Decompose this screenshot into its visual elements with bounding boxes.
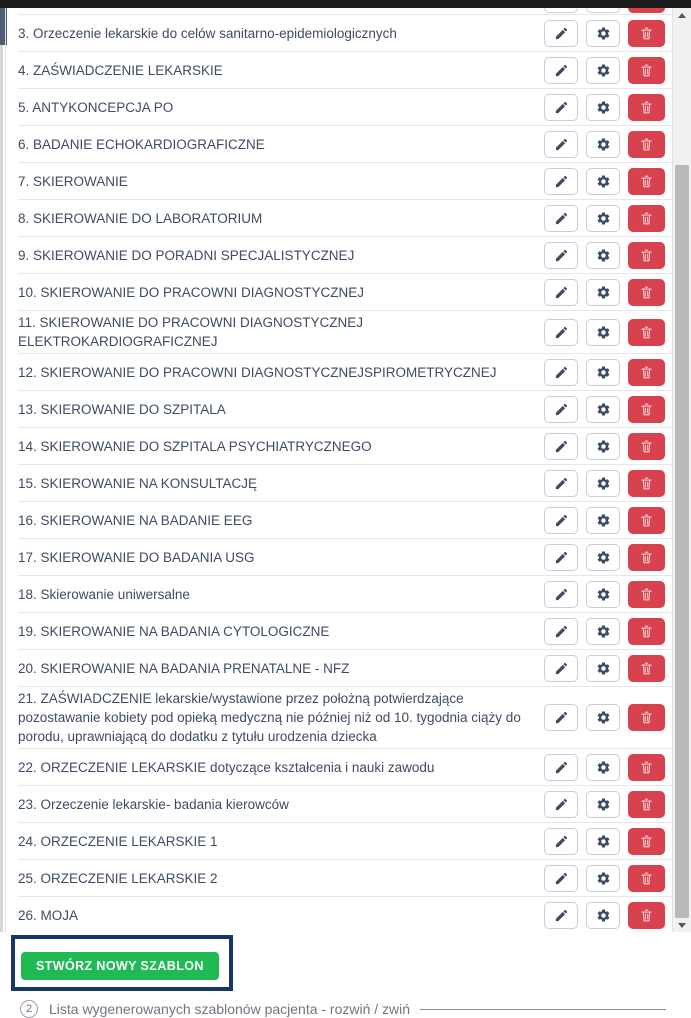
- row-actions: [544, 242, 665, 269]
- row-actions: [544, 754, 665, 781]
- settings-button[interactable]: [586, 754, 620, 781]
- gear-icon: [596, 871, 611, 886]
- gear-icon: [596, 834, 611, 849]
- delete-button[interactable]: [628, 581, 665, 608]
- row-label: 26. MOJA: [18, 907, 79, 923]
- trash-icon: [639, 325, 654, 340]
- settings-button[interactable]: [586, 319, 620, 346]
- row-label: 5. ANTYKONCEPCJA PO: [18, 99, 174, 115]
- row-label: 12. SKIEROWANIE DO PRACOWNI DIAGNOSTYCZNEJSPIROMETRYCZNEJ: [18, 364, 497, 380]
- row-label: 23. Orzeczenie lekarskie- badania kierowców: [18, 796, 289, 812]
- row-actions: [544, 618, 665, 645]
- gear-icon: [596, 137, 611, 152]
- delete-button[interactable]: [628, 544, 665, 571]
- row-actions: [544, 319, 665, 346]
- settings-button[interactable]: [586, 544, 620, 571]
- trash-icon: [639, 908, 654, 923]
- template-panel: [6, 8, 672, 1018]
- pencil-icon: [554, 248, 569, 263]
- row-actions: [544, 359, 665, 386]
- trash-icon: [639, 476, 654, 491]
- gear-icon: [596, 624, 611, 639]
- row-label: 10. SKIEROWANIE DO PRACOWNI DIAGNOSTYCZNEJ: [18, 284, 365, 300]
- delete-button[interactable]: [628, 865, 665, 892]
- gear-icon: [596, 365, 611, 380]
- edit-button[interactable]: [544, 754, 578, 781]
- trash-icon: [639, 760, 654, 775]
- row-actions: [544, 507, 665, 534]
- pencil-icon: [554, 402, 569, 417]
- gear-icon: [596, 439, 611, 454]
- pencil-icon: [554, 661, 569, 676]
- gear-icon: [596, 325, 611, 340]
- edit-button[interactable]: [544, 168, 578, 195]
- scrollbar-up-icon[interactable]: [678, 13, 686, 18]
- trash-icon: [639, 439, 654, 454]
- delete-button[interactable]: [628, 319, 665, 346]
- delete-button[interactable]: [628, 396, 665, 423]
- template-row: [18, 163, 672, 200]
- pencil-icon: [554, 325, 569, 340]
- row-label: 8. SKIEROWANIE DO LABORATORIUM: [18, 210, 263, 226]
- row-actions: [544, 279, 665, 306]
- delete-button[interactable]: [628, 902, 665, 929]
- top-dark-bar: [0, 0, 691, 8]
- row-label: 3. Orzeczenie lekarskie do celów sanitarno-epidemiologicznych: [18, 25, 397, 41]
- create-template-button[interactable]: STWÓRZ NOWY SZABLON: [21, 952, 219, 980]
- gear-icon: [596, 174, 611, 189]
- row-label: 6. BADANIE ECHOKARDIOGRAFICZNE: [18, 136, 265, 152]
- row-actions: [544, 94, 665, 121]
- settings-button[interactable]: [586, 205, 620, 232]
- settings-button[interactable]: [586, 8, 620, 13]
- edit-button[interactable]: [544, 57, 578, 84]
- row-label: 17. SKIEROWANIE DO BADANIA USG: [18, 549, 255, 565]
- edit-button[interactable]: [544, 828, 578, 855]
- gear-icon: [596, 63, 611, 78]
- gear-icon: [596, 248, 611, 263]
- template-row: [18, 391, 672, 428]
- gear-icon: [596, 587, 611, 602]
- row-label: 25. ORZECZENIE LEKARSKIE 2: [18, 870, 218, 886]
- settings-button[interactable]: [586, 359, 620, 386]
- trash-icon: [639, 624, 654, 639]
- row-label: 24. ORZECZENIE LEKARSKIE 1: [18, 833, 218, 849]
- trash-icon: [639, 211, 654, 226]
- template-row: [18, 311, 672, 354]
- template-row: [18, 428, 672, 465]
- edit-button[interactable]: [544, 433, 578, 460]
- settings-button[interactable]: [586, 396, 620, 423]
- template-row: [18, 860, 672, 897]
- edit-button[interactable]: [544, 470, 578, 497]
- template-row: [18, 539, 672, 576]
- template-list: [6, 15, 672, 933]
- row-actions: [544, 57, 665, 84]
- pencil-icon: [554, 26, 569, 41]
- template-row: [18, 576, 672, 613]
- pencil-icon: [554, 285, 569, 300]
- edit-button[interactable]: [544, 507, 578, 534]
- edit-button[interactable]: [544, 319, 578, 346]
- left-edge-divider: [5, 8, 6, 932]
- row-actions: [544, 544, 665, 571]
- trash-icon: [639, 26, 654, 41]
- edit-button[interactable]: [544, 8, 578, 13]
- scrollbar-down-icon[interactable]: [678, 923, 686, 928]
- template-row: [18, 823, 672, 860]
- left-edge-strip: [0, 45, 3, 932]
- settings-button[interactable]: [586, 618, 620, 645]
- gear-icon: [596, 476, 611, 491]
- row-label: 14. SKIEROWANIE DO SZPITALA PSYCHIATRYCZNEGO: [18, 438, 372, 454]
- template-row: [18, 354, 672, 391]
- pencil-icon: [554, 710, 569, 725]
- template-row: [18, 126, 672, 163]
- trash-icon: [639, 174, 654, 189]
- pencil-icon: [554, 100, 569, 115]
- row-label: 20. SKIEROWANIE NA BADANIA PRENATALNE - NFZ: [18, 660, 350, 676]
- gear-icon: [596, 908, 611, 923]
- delete-button[interactable]: [628, 131, 665, 158]
- row-actions: [544, 865, 665, 892]
- template-row: [18, 274, 672, 311]
- settings-button[interactable]: [586, 704, 620, 731]
- trash-icon: [639, 587, 654, 602]
- pencil-icon: [554, 587, 569, 602]
- trash-icon: [639, 137, 654, 152]
- row-actions: [544, 168, 665, 195]
- trash-icon: [639, 871, 654, 886]
- edit-button[interactable]: [544, 20, 578, 47]
- settings-button[interactable]: [586, 507, 620, 534]
- row-actions: [544, 655, 665, 682]
- template-row: [18, 237, 672, 274]
- settings-button[interactable]: [586, 470, 620, 497]
- row-label: 15. SKIEROWANIE NA KONSULTACJĘ: [18, 475, 258, 491]
- row-label: 22. ORZECZENIE LEKARSKIE dotyczące kształcenia i nauki zawodu: [18, 759, 435, 775]
- annotation-highlight-box: [11, 935, 233, 991]
- pencil-icon: [554, 137, 569, 152]
- vertical-scrollbar[interactable]: [672, 8, 691, 932]
- row-actions: [544, 205, 665, 232]
- row-label: 13. SKIEROWANIE DO SZPITALA: [18, 401, 226, 417]
- row-label: 16. SKIEROWANIE NA BADANIE EEG: [18, 512, 253, 528]
- delete-button[interactable]: [628, 279, 665, 306]
- row-label: 7. SKIEROWANIE: [18, 173, 128, 189]
- template-row: [18, 613, 672, 650]
- section-toggle-label: Lista wygenerowanych szablonów pacjenta - rozwiń / zwiń: [49, 1001, 411, 1017]
- gear-icon: [596, 402, 611, 417]
- settings-button[interactable]: [586, 655, 620, 682]
- gear-icon: [596, 550, 611, 565]
- template-row: [18, 650, 672, 687]
- edit-button[interactable]: [544, 791, 578, 818]
- section-toggle-generated-templates[interactable]: [20, 1000, 672, 1018]
- section-number-badge: 2: [20, 1000, 38, 1018]
- edit-button[interactable]: [544, 902, 578, 929]
- settings-button[interactable]: [586, 902, 620, 929]
- settings-button[interactable]: [586, 242, 620, 269]
- trash-icon: [639, 100, 654, 115]
- pencil-icon: [554, 624, 569, 639]
- edit-button[interactable]: [544, 359, 578, 386]
- template-row: [18, 200, 672, 237]
- scrollbar-thumb[interactable]: [675, 165, 689, 918]
- template-row: [18, 786, 672, 823]
- trash-icon: [639, 365, 654, 380]
- delete-button[interactable]: [628, 754, 665, 781]
- edit-button[interactable]: [544, 865, 578, 892]
- edit-button[interactable]: [544, 655, 578, 682]
- trash-icon: [639, 797, 654, 812]
- edit-button[interactable]: [544, 242, 578, 269]
- row-actions: [544, 8, 665, 13]
- edit-button[interactable]: [544, 396, 578, 423]
- settings-button[interactable]: [586, 57, 620, 84]
- section-divider-line: [420, 1009, 666, 1010]
- gear-icon: [596, 661, 611, 676]
- edit-button[interactable]: [544, 544, 578, 571]
- template-row: [18, 89, 672, 126]
- row-label: 11. SKIEROWANIE DO PRACOWNI DIAGNOSTYCZNEJ ELEKTROKARDIOGRAFICZNEJ: [18, 315, 364, 349]
- row-label: 21. ZAŚWIADCZENIE lekarskie/wystawione przez położną potwierdzające pozostawanie kobiety pod opieką medyczną nie później niż od 10. tygodnia ciąży do porodu, uprawniającą do dodatku z tytułu urodzenia dziecka: [18, 691, 521, 744]
- edit-button[interactable]: [544, 279, 578, 306]
- row-label: 9. SKIEROWANIE DO PORADNI SPECJALISTYCZNEJ: [18, 247, 355, 263]
- delete-button[interactable]: [628, 20, 665, 47]
- template-row: [18, 52, 672, 89]
- gear-icon: [596, 211, 611, 226]
- delete-button[interactable]: [628, 205, 665, 232]
- delete-button[interactable]: [628, 618, 665, 645]
- pencil-icon: [554, 834, 569, 849]
- pencil-icon: [554, 908, 569, 923]
- template-row: [18, 502, 672, 539]
- pencil-icon: [554, 760, 569, 775]
- settings-button[interactable]: [586, 581, 620, 608]
- delete-button[interactable]: [628, 94, 665, 121]
- settings-button[interactable]: [586, 131, 620, 158]
- row-label: 19. SKIEROWANIE NA BADANIA CYTOLOGICZNE: [18, 623, 330, 639]
- gear-icon: [596, 760, 611, 775]
- template-row-partial: [18, 8, 672, 15]
- delete-button[interactable]: [628, 168, 665, 195]
- pencil-icon: [554, 550, 569, 565]
- trash-icon: [639, 402, 654, 417]
- gear-icon: [596, 710, 611, 725]
- delete-button[interactable]: [628, 791, 665, 818]
- pencil-icon: [554, 63, 569, 78]
- template-row: [18, 749, 672, 786]
- row-label: 18. Skierowanie uniwersalne: [18, 586, 190, 602]
- pencil-icon: [554, 439, 569, 454]
- delete-button[interactable]: [628, 433, 665, 460]
- pencil-icon: [554, 513, 569, 528]
- edit-button[interactable]: [544, 618, 578, 645]
- pencil-icon: [554, 174, 569, 189]
- gear-icon: [596, 285, 611, 300]
- settings-button[interactable]: [586, 433, 620, 460]
- row-actions: [544, 828, 665, 855]
- delete-button[interactable]: [628, 8, 665, 13]
- edit-button[interactable]: [544, 704, 578, 731]
- gear-icon: [596, 513, 611, 528]
- trash-icon: [639, 285, 654, 300]
- delete-button[interactable]: [628, 242, 665, 269]
- row-actions: [544, 581, 665, 608]
- trash-icon: [639, 550, 654, 565]
- row-label: 4. ZAŚWIADCZENIE LEKARSKIE: [18, 62, 223, 78]
- edit-button[interactable]: [544, 205, 578, 232]
- delete-button[interactable]: [628, 470, 665, 497]
- settings-button[interactable]: [586, 94, 620, 121]
- trash-icon: [639, 248, 654, 263]
- settings-button[interactable]: [586, 20, 620, 47]
- pencil-icon: [554, 797, 569, 812]
- pencil-icon: [554, 476, 569, 491]
- gear-icon: [596, 100, 611, 115]
- row-actions: [544, 470, 665, 497]
- delete-button[interactable]: [628, 359, 665, 386]
- delete-button[interactable]: [628, 704, 665, 731]
- row-actions: [544, 791, 665, 818]
- delete-button[interactable]: [628, 57, 665, 84]
- pencil-icon: [554, 871, 569, 886]
- template-row: [18, 687, 672, 749]
- gear-icon: [596, 797, 611, 812]
- delete-button[interactable]: [628, 655, 665, 682]
- settings-button[interactable]: [586, 865, 620, 892]
- delete-button[interactable]: [628, 507, 665, 534]
- template-row: [18, 15, 672, 52]
- edit-button[interactable]: [544, 94, 578, 121]
- row-actions: [544, 396, 665, 423]
- template-row: [18, 897, 672, 933]
- delete-button[interactable]: [628, 828, 665, 855]
- settings-button[interactable]: [586, 828, 620, 855]
- edit-button[interactable]: [544, 581, 578, 608]
- trash-icon: [639, 710, 654, 725]
- edit-button[interactable]: [544, 131, 578, 158]
- settings-button[interactable]: [586, 279, 620, 306]
- trash-icon: [639, 63, 654, 78]
- trash-icon: [639, 834, 654, 849]
- row-actions: [544, 131, 665, 158]
- pencil-icon: [554, 365, 569, 380]
- settings-button[interactable]: [586, 791, 620, 818]
- trash-icon: [639, 513, 654, 528]
- pencil-icon: [554, 211, 569, 226]
- gear-icon: [596, 26, 611, 41]
- trash-icon: [639, 661, 654, 676]
- settings-button[interactable]: [586, 168, 620, 195]
- row-actions: [544, 902, 665, 929]
- row-actions: [544, 433, 665, 460]
- row-actions: [544, 20, 665, 47]
- template-row: [18, 465, 672, 502]
- row-actions: [544, 704, 665, 731]
